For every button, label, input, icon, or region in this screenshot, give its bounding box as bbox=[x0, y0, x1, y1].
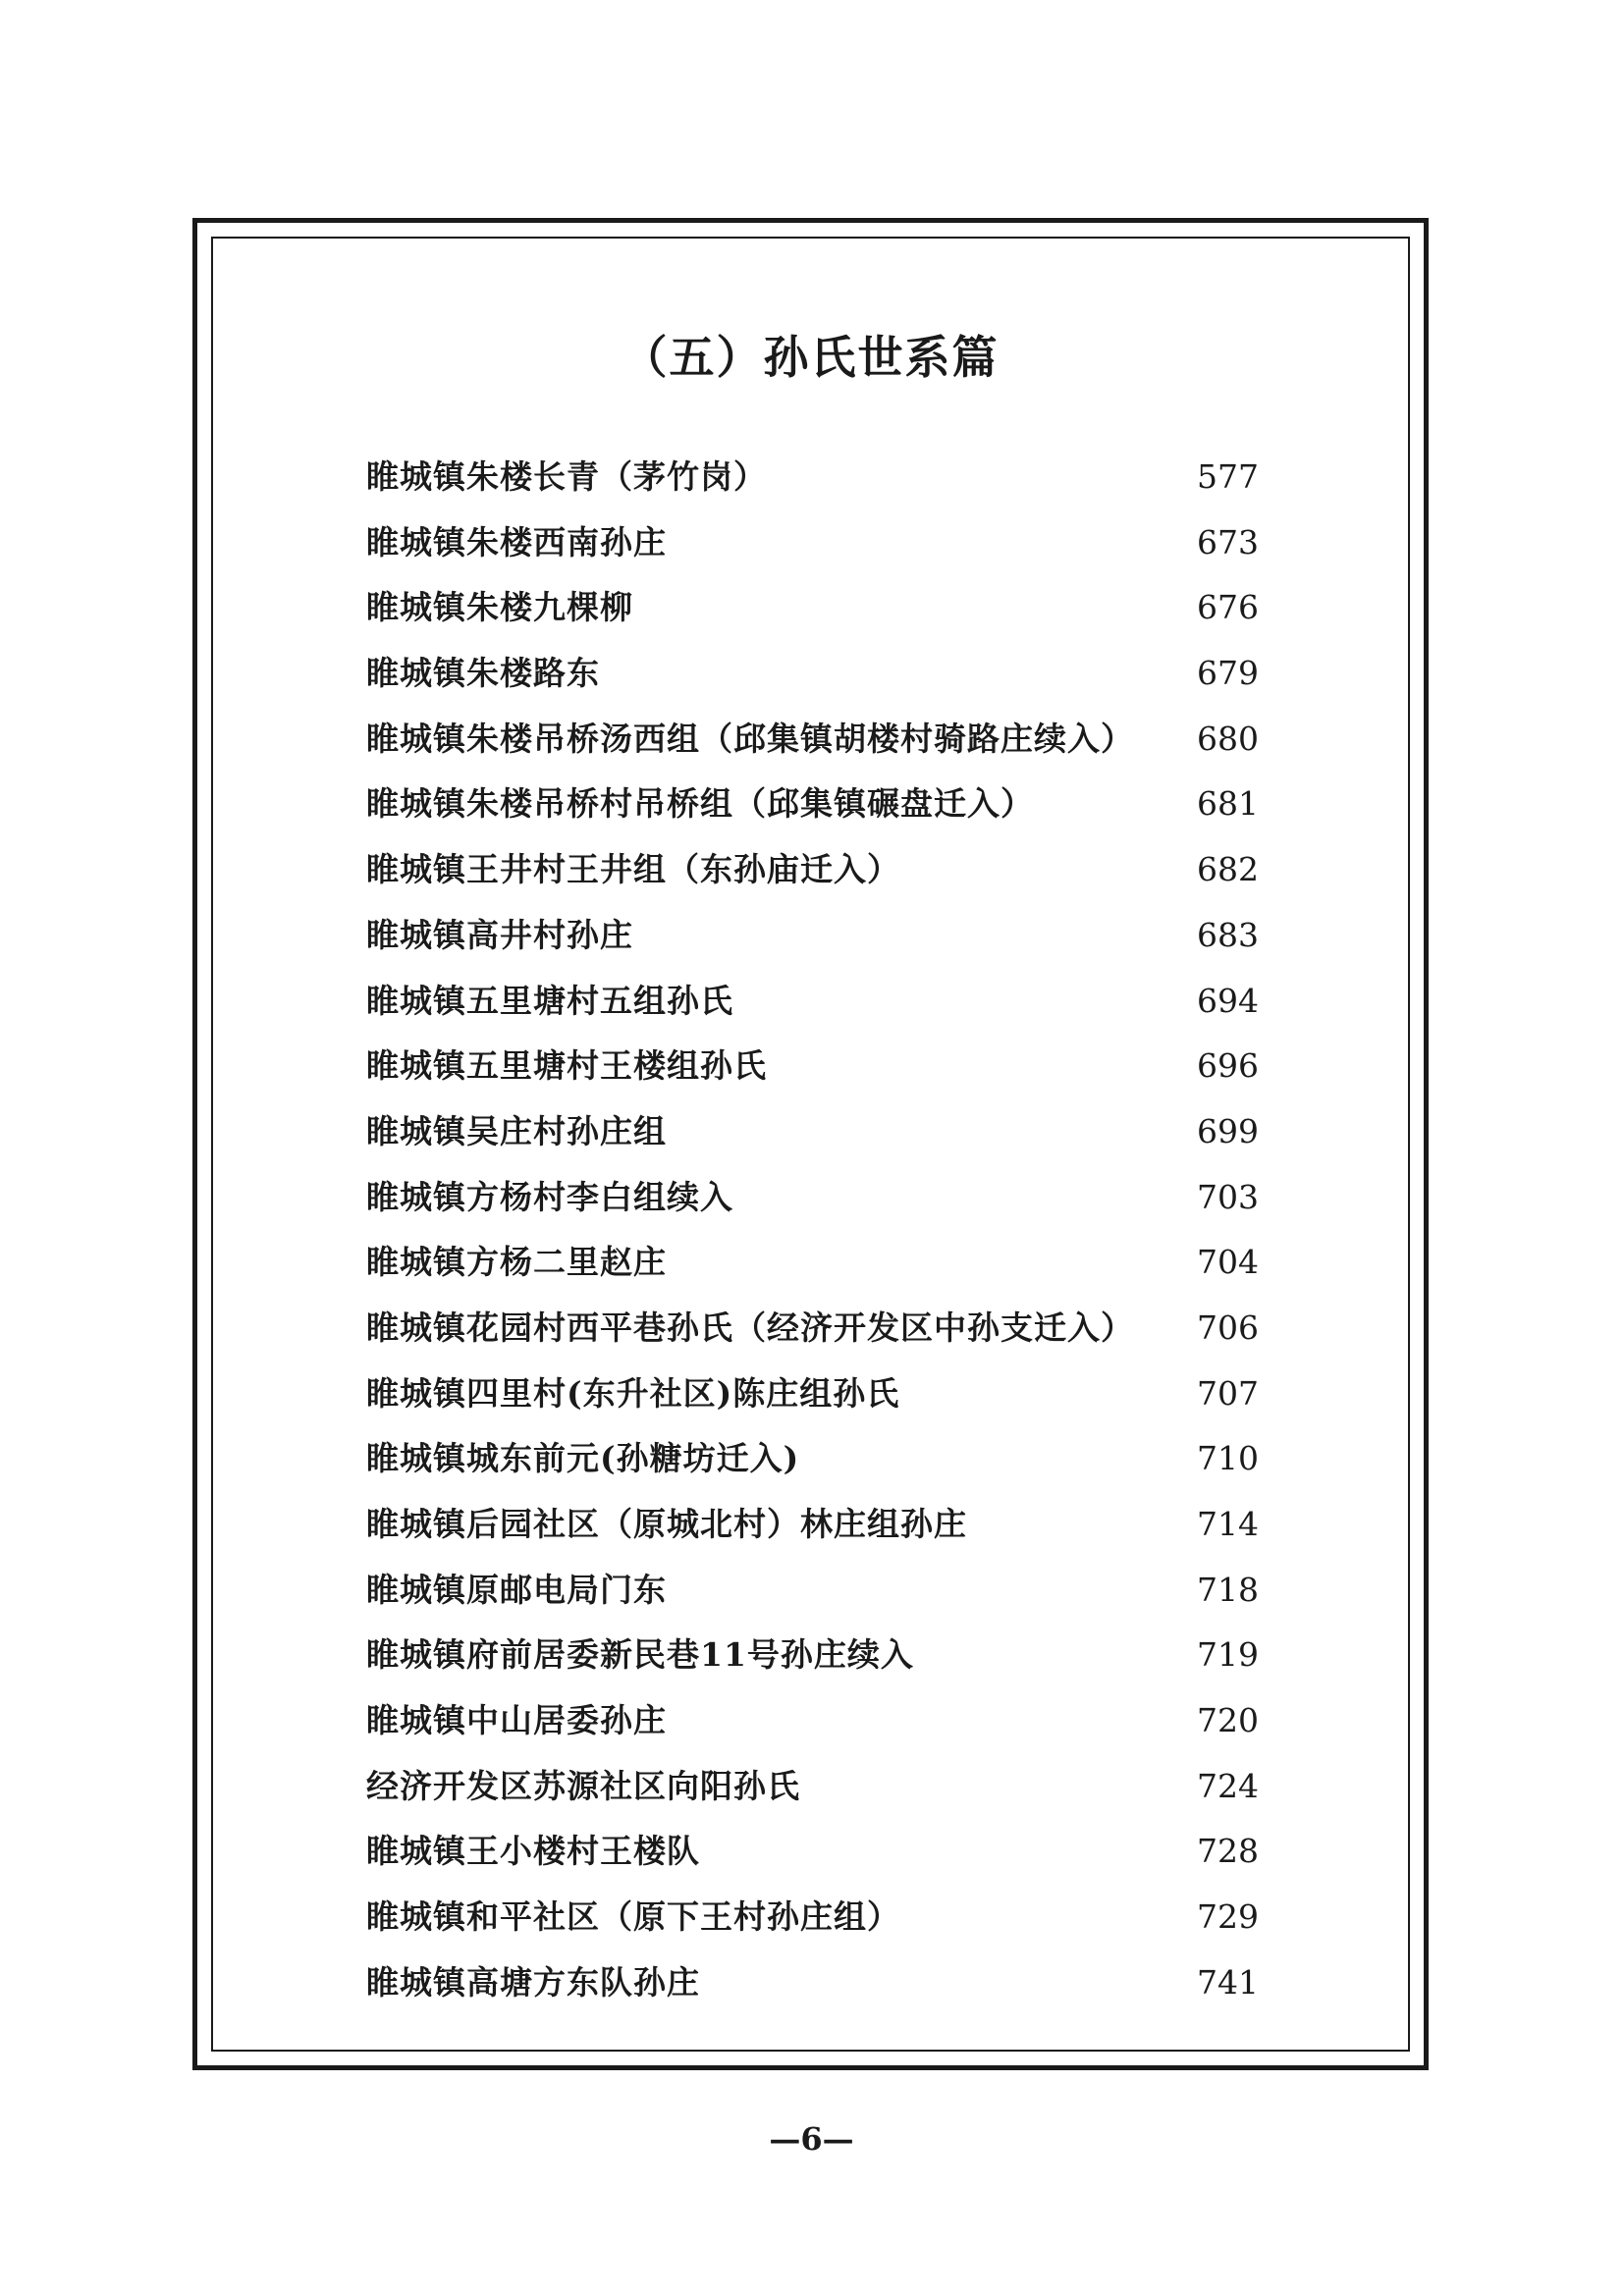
toc-entry[interactable] bbox=[366, 1950, 1259, 2016]
toc-entry-page-number: 714 bbox=[1197, 1505, 1259, 1543]
toc-entry[interactable] bbox=[366, 1558, 1259, 1624]
toc-entry-title: 睢城镇王小楼村王楼队 bbox=[366, 1832, 700, 1871]
toc-entry-title: 睢城镇花园村西平巷孙氏（经济开发区中孙支迁入） bbox=[366, 1308, 1134, 1347]
toc-entry[interactable] bbox=[366, 707, 1259, 773]
toc-entry-page-number: 577 bbox=[1197, 457, 1259, 496]
page-frame-inner bbox=[211, 237, 1410, 2052]
table-of-contents bbox=[366, 445, 1259, 2016]
toc-entry-page-number: 718 bbox=[1197, 1570, 1259, 1609]
toc-entry-page-number: 719 bbox=[1197, 1635, 1259, 1675]
toc-entry-title: 睢城镇后园社区（原城北村）林庄组孙庄 bbox=[366, 1505, 967, 1543]
toc-entry[interactable] bbox=[366, 1099, 1259, 1165]
toc-entry[interactable] bbox=[366, 772, 1259, 837]
toc-entry-page-number: 729 bbox=[1197, 1897, 1259, 1937]
toc-entry-page-number: 710 bbox=[1197, 1439, 1259, 1478]
toc-entry-title: 睢城镇吴庄村孙庄组 bbox=[366, 1111, 667, 1150]
toc-entry-page-number: 699 bbox=[1197, 1111, 1259, 1150]
toc-entry-title: 睢城镇四里村(东升社区)陈庄组孙氏 bbox=[366, 1373, 900, 1413]
toc-entry[interactable] bbox=[366, 1230, 1259, 1296]
toc-entry[interactable] bbox=[366, 969, 1259, 1035]
toc-entry-title: 睢城镇高井村孙庄 bbox=[366, 915, 633, 954]
toc-entry-page-number: 673 bbox=[1197, 522, 1259, 561]
toc-entry-page-number: 681 bbox=[1197, 784, 1259, 824]
toc-entry-page-number: 741 bbox=[1197, 1962, 1259, 2002]
toc-entry-page-number: 704 bbox=[1197, 1243, 1259, 1282]
toc-entry[interactable] bbox=[366, 510, 1259, 576]
toc-entry-page-number: 703 bbox=[1197, 1177, 1259, 1216]
toc-entry-title: 睢城镇五里塘村五组孙氏 bbox=[366, 981, 733, 1020]
toc-entry-title: 睢城镇原邮电局门东 bbox=[366, 1570, 667, 1609]
toc-entry[interactable] bbox=[366, 1034, 1259, 1099]
toc-entry[interactable] bbox=[366, 1296, 1259, 1362]
section-title: （五）孙氏世系篇 bbox=[622, 331, 1000, 384]
toc-entry-page-number: 728 bbox=[1197, 1832, 1259, 1871]
toc-entry-page-number: 679 bbox=[1197, 654, 1259, 693]
toc-entry[interactable] bbox=[366, 445, 1259, 510]
toc-entry-title: 睢城镇朱楼吊桥汤西组（邱集镇胡楼村骑路庄续入） bbox=[366, 719, 1134, 758]
toc-entry-page-number: 694 bbox=[1197, 981, 1259, 1020]
toc-entry-title: 睢城镇朱楼路东 bbox=[366, 654, 600, 693]
toc-entry-title: 睢城镇和平社区（原下王村孙庄组） bbox=[366, 1897, 900, 1937]
toc-entry-title: 睢城镇方杨村李白组续入 bbox=[366, 1177, 733, 1216]
toc-entry-page-number: 720 bbox=[1197, 1701, 1259, 1740]
toc-entry-title: 睢城镇王井村王井组（东孙庙迁入） bbox=[366, 850, 900, 889]
toc-entry-title: 睢城镇中山居委孙庄 bbox=[366, 1701, 667, 1740]
toc-entry[interactable] bbox=[366, 575, 1259, 641]
toc-entry-title: 睢城镇五里塘村王楼组孙氏 bbox=[366, 1046, 767, 1086]
toc-entry-page-number: 682 bbox=[1197, 850, 1259, 889]
toc-entry-title: 睢城镇方杨二里赵庄 bbox=[366, 1243, 667, 1282]
toc-entry[interactable] bbox=[366, 1492, 1259, 1558]
page-number: —6— bbox=[769, 2120, 854, 2158]
toc-entry[interactable] bbox=[366, 1426, 1259, 1492]
toc-entry[interactable] bbox=[366, 903, 1259, 969]
toc-entry-title: 睢城镇高塘方东队孙庄 bbox=[366, 1962, 700, 2002]
toc-entry[interactable] bbox=[366, 837, 1259, 903]
page-frame-outer bbox=[192, 218, 1429, 2070]
toc-entry-title: 睢城镇朱楼长青（茅竹岗） bbox=[366, 457, 767, 496]
toc-entry-title: 睢城镇城东前元(孙糖坊迁入) bbox=[366, 1439, 800, 1478]
toc-entry[interactable] bbox=[366, 1819, 1259, 1885]
toc-entry[interactable] bbox=[366, 1885, 1259, 1950]
toc-entry-page-number: 683 bbox=[1197, 915, 1259, 954]
toc-entry-page-number: 707 bbox=[1197, 1373, 1259, 1413]
toc-entry-title: 经济开发区苏源社区向阳孙氏 bbox=[366, 1766, 800, 1805]
toc-entry-page-number: 696 bbox=[1197, 1046, 1259, 1086]
toc-entry-title: 睢城镇府前居委新民巷11号孙庄续入 bbox=[366, 1635, 914, 1675]
toc-entry[interactable] bbox=[366, 1688, 1259, 1754]
toc-entry-page-number: 676 bbox=[1197, 588, 1259, 627]
toc-entry-title: 睢城镇朱楼九棵柳 bbox=[366, 588, 633, 627]
toc-entry[interactable] bbox=[366, 1754, 1259, 1820]
toc-entry[interactable] bbox=[366, 1362, 1259, 1427]
toc-entry-page-number: 680 bbox=[1197, 719, 1259, 758]
toc-entry-page-number: 706 bbox=[1197, 1308, 1259, 1347]
toc-entry[interactable] bbox=[366, 1165, 1259, 1231]
toc-entry-title: 睢城镇朱楼西南孙庄 bbox=[366, 522, 667, 561]
toc-entry[interactable] bbox=[366, 1623, 1259, 1688]
toc-entry-page-number: 724 bbox=[1197, 1766, 1259, 1805]
toc-entry-title: 睢城镇朱楼吊桥村吊桥组（邱集镇碾盘迁入） bbox=[366, 784, 1034, 824]
toc-entry[interactable] bbox=[366, 641, 1259, 707]
